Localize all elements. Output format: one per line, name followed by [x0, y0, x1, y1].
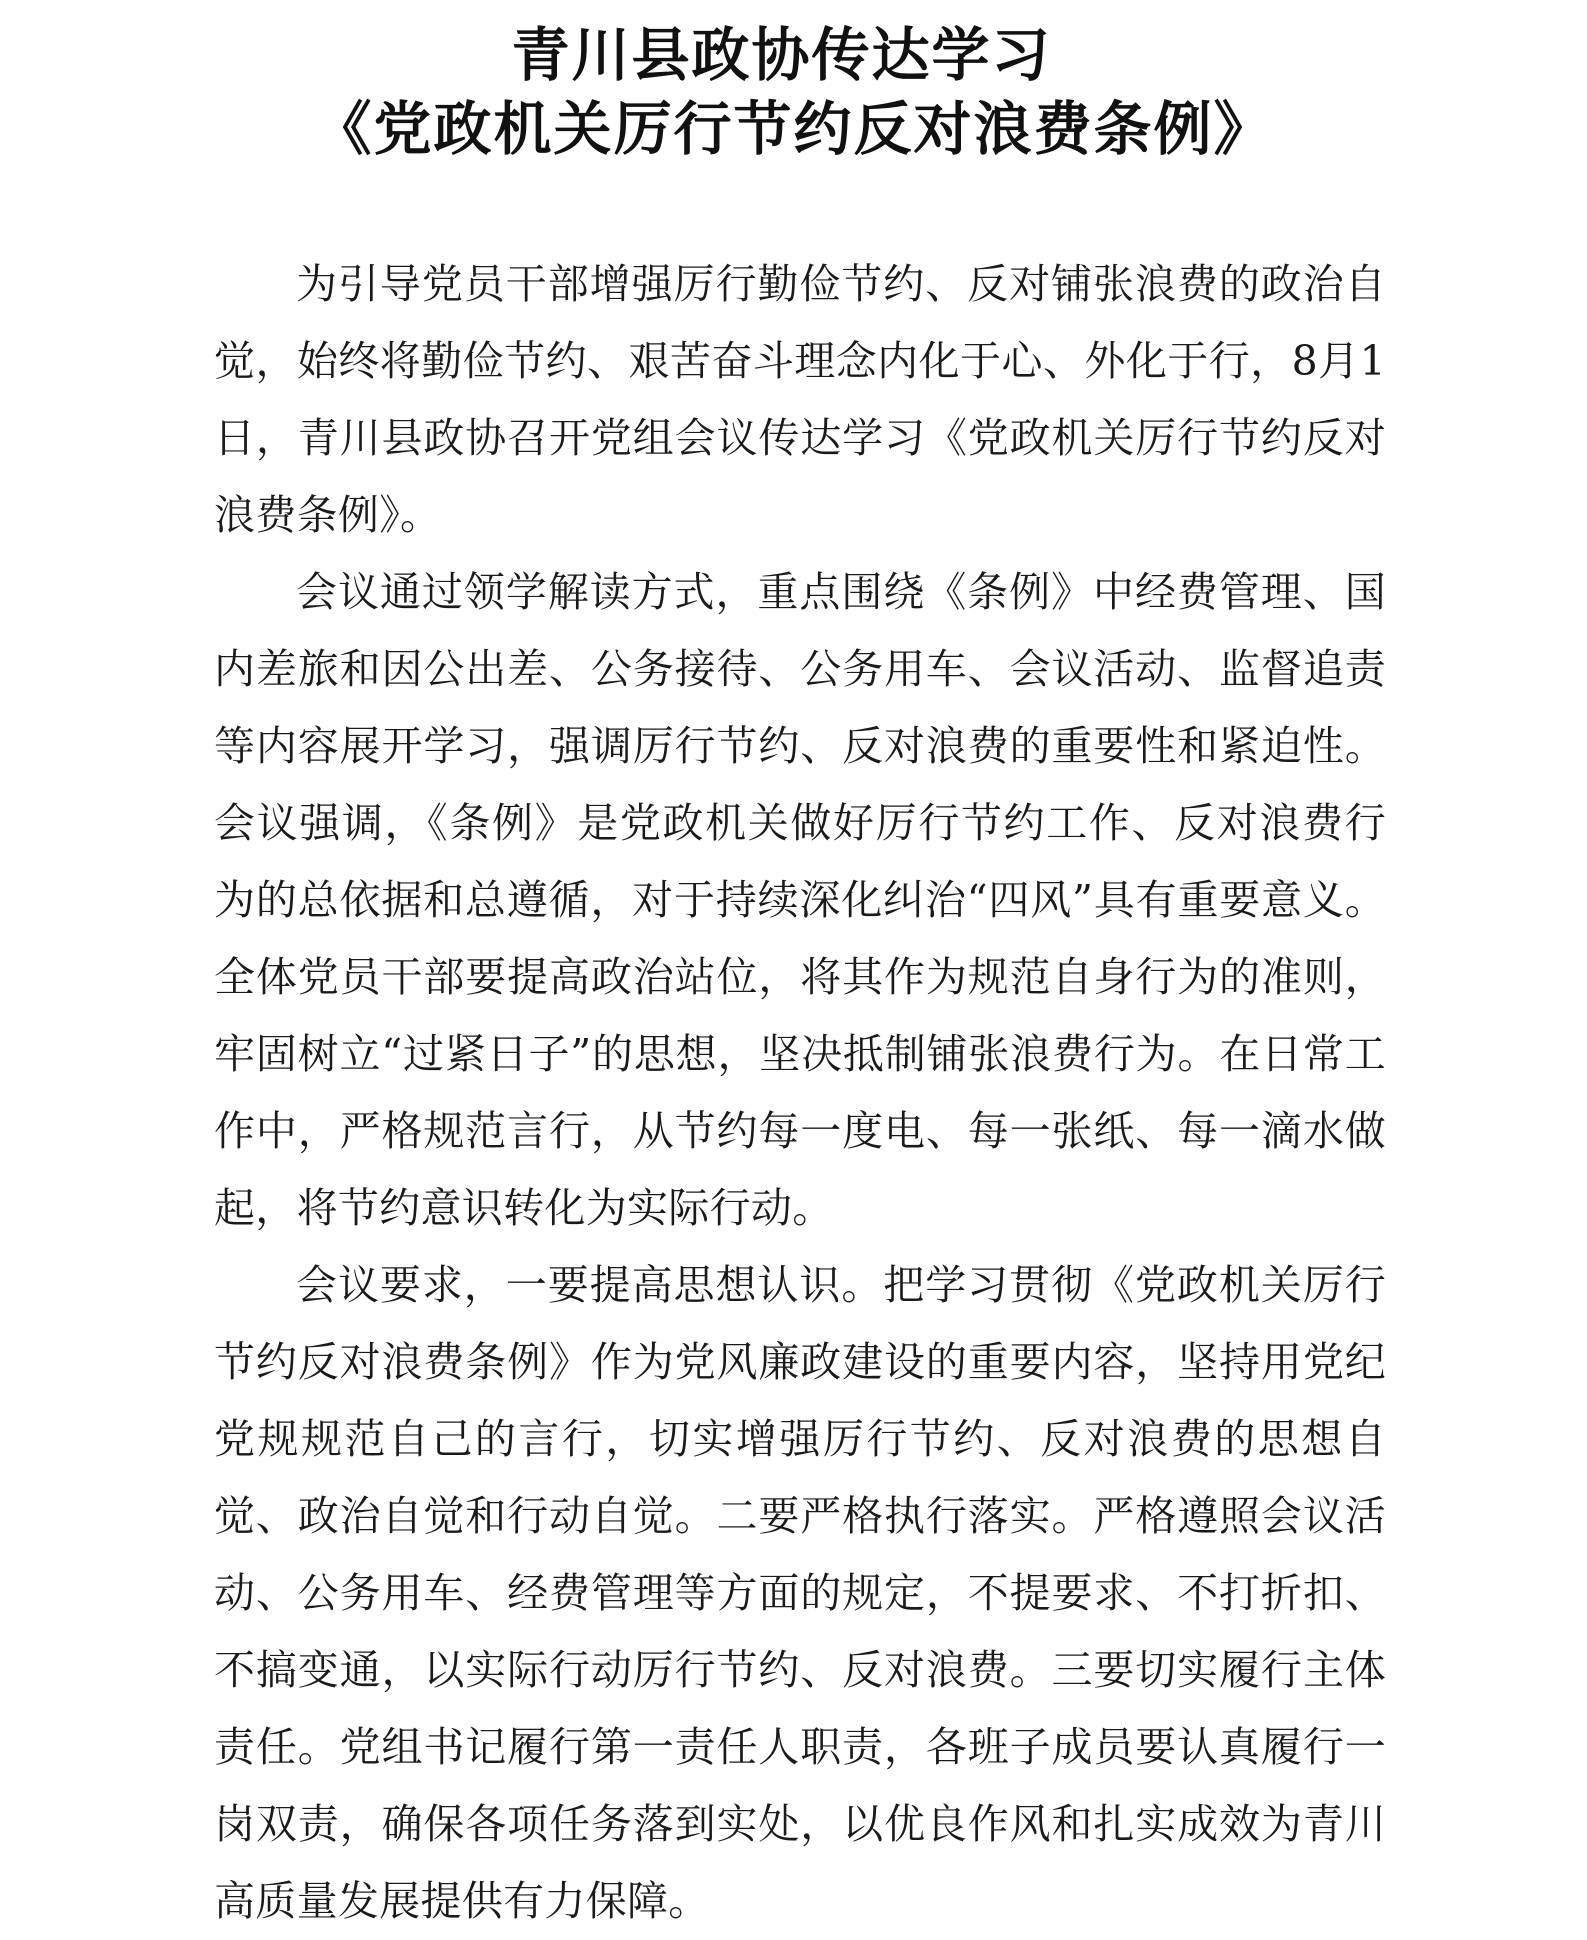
title-line-1: 青川县政协传达学习: [511, 21, 1052, 89]
paragraph-intro: 为引导党员干部增强厉行勤俭节约、反对铺张浪费的政治自觉，始终将勤俭节约、艰苦奋斗理念内化于心、外化于行，8月1日，青川县政协召开党组会议传达学习《党政机关厉行节约反对浪费条例》。: [214, 260, 1386, 539]
paragraph-requirements: 会议要求，一要提高思想认识。把学习贯彻《党政机关厉行节约反对浪费条例》作为党风廉政建设的重要内容，坚持用党纪党规规范自己的言行，切实增强厉行节约、反对浪费的思想自觉、政治自觉和行动自觉。二要严格执行落实。严格遵照会议活动、公务用车、经费管理等方面的规定，不提要求、不打折扣、不搞变通，以实际行动厉行节约、反对浪费。三要切实履行主体责任。党组书记履行第一责任人职责，各班子成员要认真履行一岗双责，确保各项任务落到实处，以优良作风和扎实成效为青川高质量发展提供有力保障。: [214, 1261, 1386, 1925]
article-body: [214, 246, 1386, 1940]
title-line-2: 《党政机关厉行节约反对浪费条例》: [313, 95, 1274, 163]
paragraph-study-content: 会议通过领学解读方式，重点围绕《条例》中经费管理、国内差旅和因公出差、公务接待、公务用车、会议活动、监督追责等内容展开学习，强调厉行节约、反对浪费的重要性和紧迫性。会议强调，《条例》是党政机关做好厉行节约工作、反对浪费行为的总依据和总遵循，对于持续深化纠治“四风”具有重要意义。全体党员干部要提高政治站位，将其作为规范自身行为的准则，牢固树立“过紧日子”的思想，坚决抵制铺张浪费行为。在日常工作中，严格规范言行，从节约每一度电、每一张纸、每一滴水做起，将节约意识转化为实际行动。: [214, 568, 1386, 1232]
document-title: [0, 18, 1587, 166]
